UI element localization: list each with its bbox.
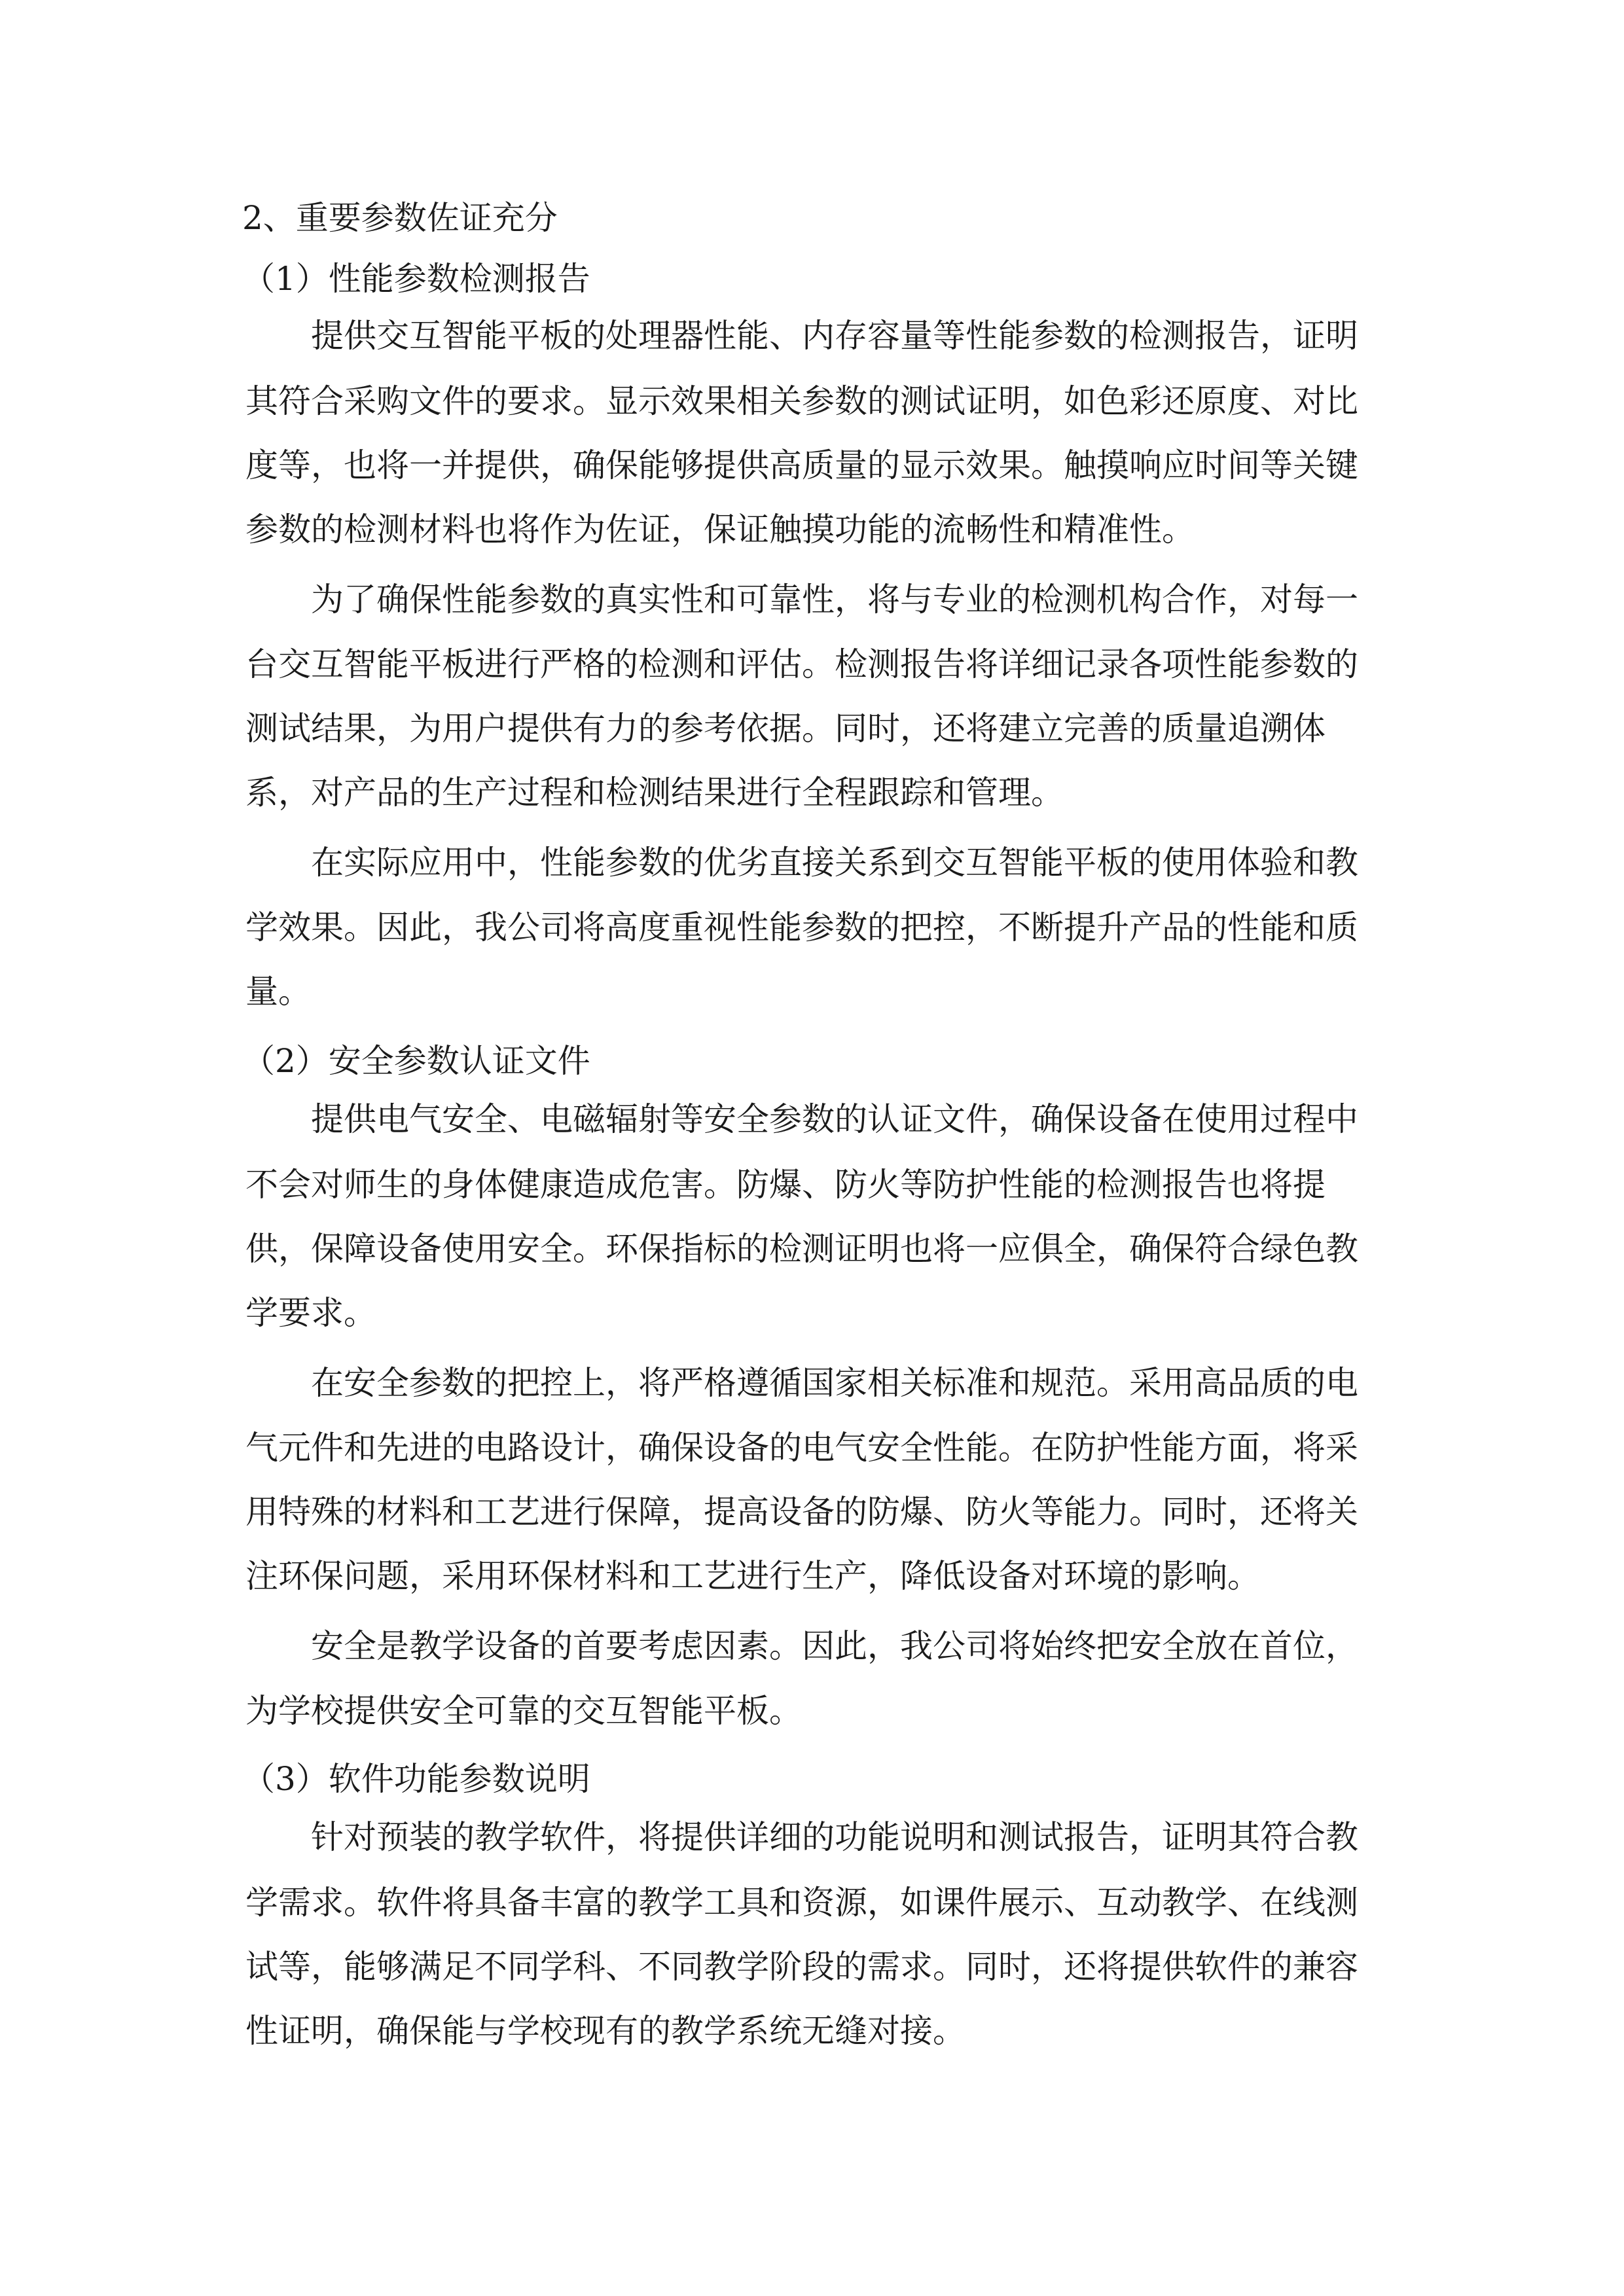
software-line: 针对预装的教学软件，将提供详细的功能说明和测试报告，证明其符合教 (311, 1818, 1358, 1856)
software-line: 试等，能够满足不同学科、不同教学阶段的需求。同时，还将提供软件的兼容 (245, 1948, 1358, 1986)
performance-line: 学效果。因此，我公司将高度重视性能参数的把控，不断提升产品的性能和质 (245, 908, 1358, 946)
performance-line: 测试结果，为用户提供有力的参考依据。同时，还将建立完善的质量追溯体 (245, 709, 1326, 747)
safety-line: 气元件和先进的电路设计，确保设备的电气安全性能。在防护性能方面，将采 (245, 1429, 1358, 1467)
safety-line: 不会对师生的身体健康造成危害。防爆、防火等防护性能的检测报告也将提 (245, 1166, 1326, 1204)
safety-line: 在安全参数的把控上，将严格遵循国家相关标准和规范。采用高品质的电 (311, 1364, 1358, 1402)
safety-line: 注环保问题，采用环保材料和工艺进行生产，降低设备对环境的影响。 (245, 1557, 1260, 1595)
safety-line: 为学校提供安全可靠的交互智能平板。 (245, 1692, 802, 1730)
software-line: 学需求。软件将具备丰富的教学工具和资源，如课件展示、互动教学、在线测 (245, 1884, 1358, 1922)
safety-line: 学要求。 (245, 1294, 376, 1332)
software-heading: （3）软件功能参数说明 (242, 1760, 590, 1798)
performance-heading: （1）性能参数检测报告 (242, 260, 590, 298)
safety-heading: （2）安全参数认证文件 (242, 1042, 590, 1080)
safety-line: 供，保障设备使用安全。环保指标的检测证明也将一应俱全，确保符合绿色教 (245, 1230, 1358, 1268)
software-line: 性证明，确保能与学校现有的教学系统无缝对接。 (245, 2012, 965, 2050)
performance-line: 提供交互智能平板的处理器性能、内存容量等性能参数的检测报告，证明 (311, 317, 1358, 355)
safety-line: 用特殊的材料和工艺进行保障，提高设备的防爆、防火等能力。同时，还将关 (245, 1493, 1358, 1531)
section-title: 2、重要参数佐证充分 (242, 199, 558, 237)
performance-line: 系，对产品的生产过程和检测结果进行全程跟踪和管理。 (245, 774, 1064, 812)
performance-line: 量。 (245, 973, 311, 1011)
performance-line: 台交互智能平板进行严格的检测和评估。检测报告将详细记录各项性能参数的 (245, 645, 1358, 683)
performance-line: 为了确保性能参数的真实性和可靠性，将与专业的检测机构合作，对每一 (311, 581, 1358, 619)
safety-line: 安全是教学设备的首要考虑因素。因此，我公司将始终把安全放在首位， (311, 1627, 1358, 1665)
performance-line: 度等，也将一并提供，确保能够提供高质量的显示效果。触摸响应时间等关键 (245, 446, 1358, 484)
performance-line: 在实际应用中，性能参数的优劣直接关系到交互智能平板的使用体验和教 (311, 844, 1358, 882)
performance-line: 参数的检测材料也将作为佐证，保证触摸功能的流畅性和精准性。 (245, 511, 1195, 548)
performance-line: 其符合采购文件的要求。显示效果相关参数的测试证明，如色彩还原度、对比 (245, 382, 1358, 420)
safety-line: 提供电气安全、电磁辐射等安全参数的认证文件，确保设备在使用过程中 (311, 1100, 1358, 1138)
